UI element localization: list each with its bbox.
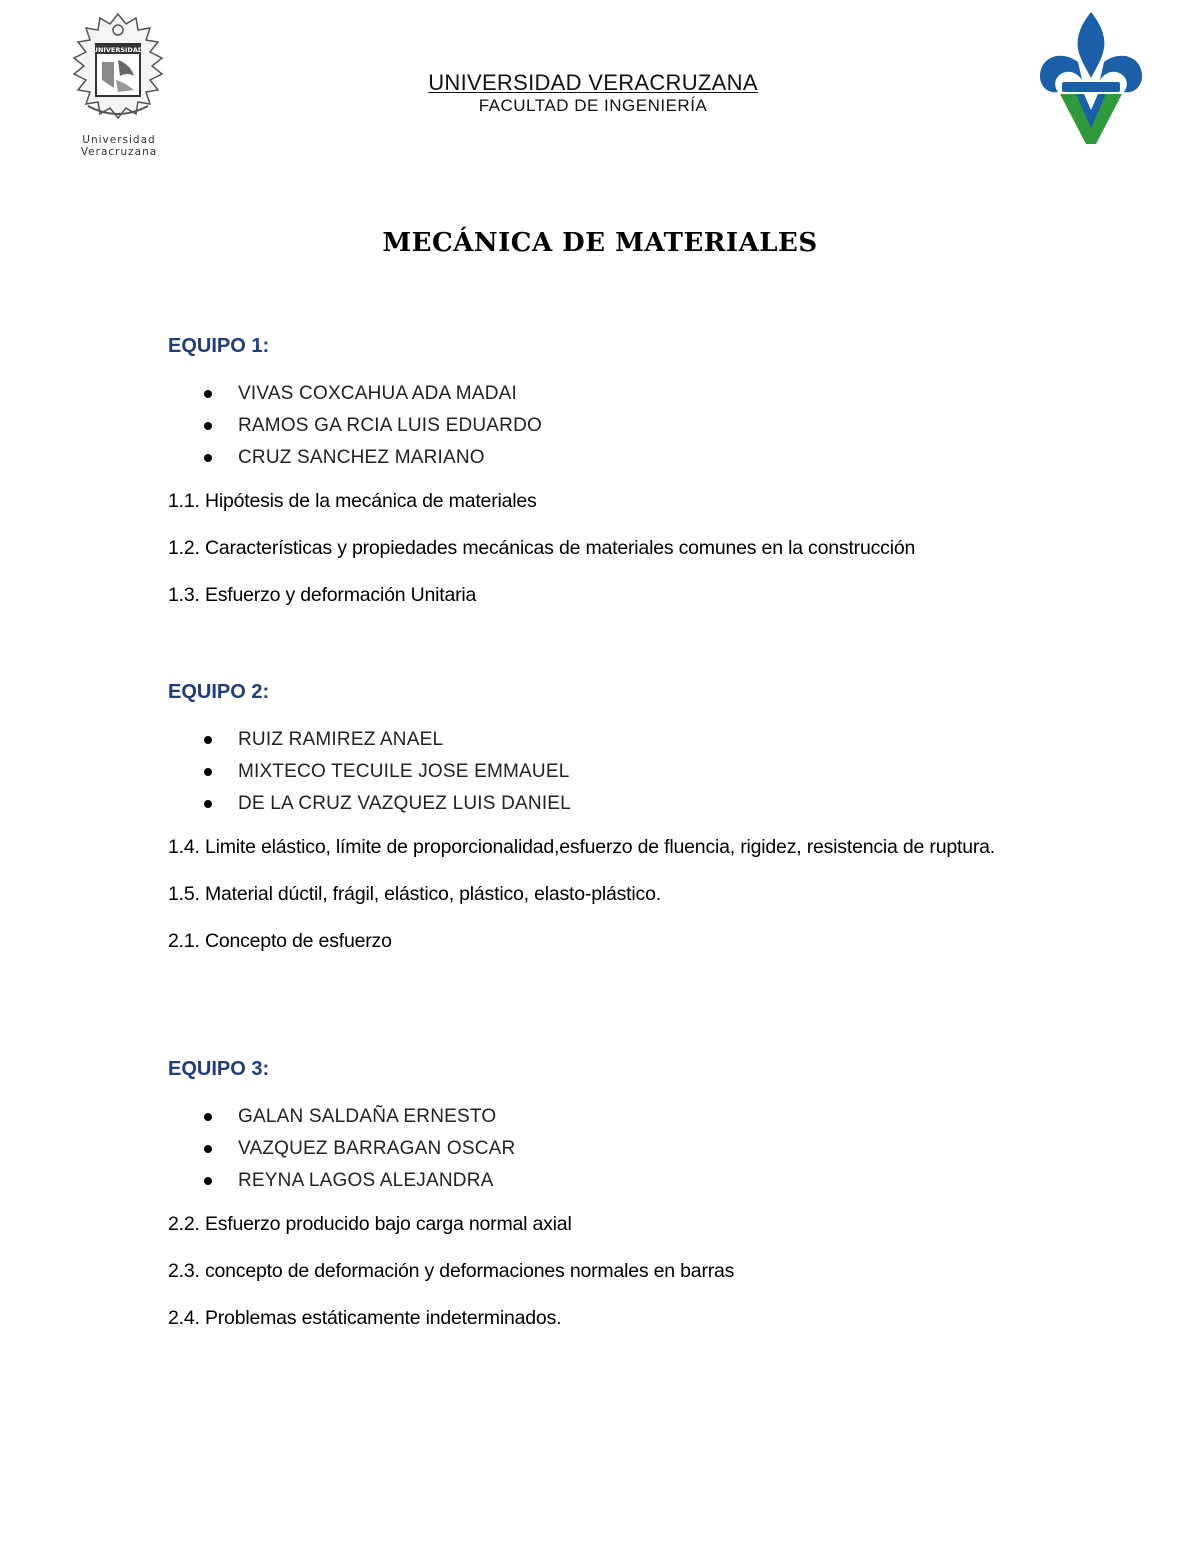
member-name: DE LA CRUZ VAZQUEZ LUIS DANIEL — [238, 793, 571, 814]
seal-caption: Universidad Veracruzana — [80, 134, 158, 158]
topic-item: 2.1. Concepto de esfuerzo — [168, 930, 392, 952]
bullet-icon — [204, 1177, 212, 1185]
member-list — [168, 724, 1048, 820]
topic-item: 2.4. Problemas estáticamente indeterminados. — [168, 1307, 562, 1329]
topic-list — [168, 832, 1048, 957]
member-list — [168, 1101, 1048, 1197]
topic-list — [168, 1209, 1048, 1334]
university-seal-logo — [46, 10, 192, 158]
bullet-icon — [204, 390, 212, 398]
team-heading: EQUIPO 1: — [168, 335, 270, 357]
faculty-name: FACULTAD DE INGENIERÍA — [478, 96, 708, 115]
team-heading: EQUIPO 2: — [168, 681, 270, 703]
bullet-icon — [204, 736, 212, 744]
bullet-icon — [204, 1113, 212, 1121]
list-item — [168, 724, 1048, 756]
bullet-icon — [204, 768, 212, 776]
member-name: RUIZ RAMIREZ ANAEL — [238, 729, 444, 750]
university-name: UNIVERSIDAD VERACRUZANA — [428, 70, 758, 95]
member-name: CRUZ SANCHEZ MARIANO — [238, 447, 485, 468]
document-header — [380, 70, 806, 116]
member-name: GALAN SALDAÑA ERNESTO — [238, 1106, 497, 1127]
team-heading: EQUIPO 3: — [168, 1058, 270, 1080]
list-item — [168, 442, 1048, 474]
member-name: VAZQUEZ BARRAGAN OSCAR — [238, 1138, 516, 1159]
topic-item: 2.3. concepto de deformación y deformaciones normales en barras — [168, 1260, 735, 1282]
member-name: VIVAS COXCAHUA ADA MADAI — [238, 383, 517, 404]
bullet-icon — [204, 422, 212, 430]
document-title: MECÁNICA DE MATERIALES — [382, 228, 818, 258]
team-section-2 — [168, 680, 1048, 973]
member-name: REYNA LAGOS ALEJANDRA — [238, 1170, 494, 1191]
member-name: MIXTECO TECUILE JOSE EMMAUEL — [238, 761, 570, 782]
member-name: RAMOS GA RCIA LUIS EDUARDO — [238, 415, 542, 436]
list-item — [168, 378, 1048, 410]
list-item — [168, 410, 1048, 442]
topic-item: 1.4. Limite elástico, límite de proporcionalidad,esfuerzo de fluencia, rigidez, resistencia de ruptura. — [168, 836, 996, 858]
topic-item: 1.2. Características y propiedades mecánicas de materiales comunes en la construcción — [168, 537, 916, 559]
team-section-1 — [168, 334, 1048, 627]
topic-item: 1.3. Esfuerzo y deformación Unitaria — [168, 584, 477, 606]
topic-list — [168, 486, 1048, 611]
bullet-icon — [204, 1145, 212, 1153]
topic-item: 1.1. Hipótesis de la mecánica de materiales — [168, 490, 537, 512]
list-item — [168, 788, 1048, 820]
uv-flower-logo — [1036, 10, 1146, 146]
list-item — [168, 756, 1048, 788]
bullet-icon — [204, 454, 212, 462]
seal-emblem-icon — [58, 10, 178, 130]
list-item — [168, 1101, 1048, 1133]
topic-item: 1.5. Material dúctil, frágil, elástico, plástico, elasto-plástico. — [168, 883, 661, 905]
member-list — [168, 378, 1048, 474]
list-item — [168, 1165, 1048, 1197]
topic-item: 2.2. Esfuerzo producido bajo carga normal axial — [168, 1213, 572, 1235]
team-section-3 — [168, 1057, 1048, 1350]
list-item — [168, 1133, 1048, 1165]
flor-de-lis-icon — [1036, 10, 1146, 146]
svg-text:UNIVERSIDAD: UNIVERSIDAD — [92, 46, 144, 54]
bullet-icon — [204, 800, 212, 808]
